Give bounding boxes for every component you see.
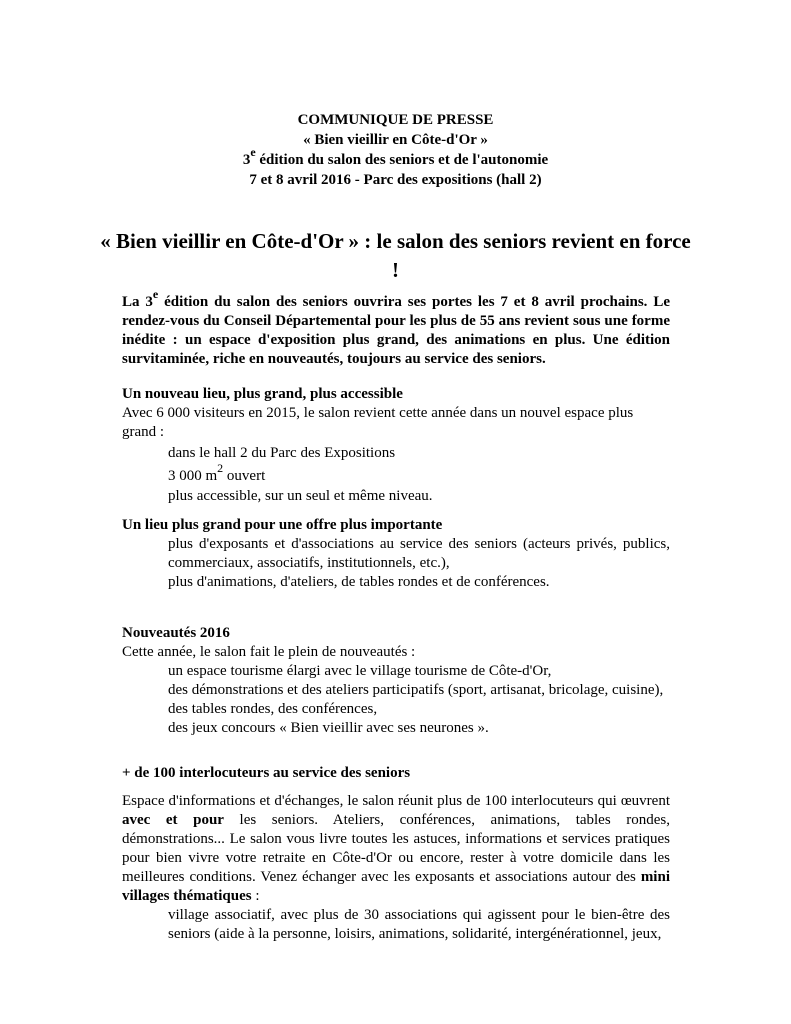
edition-number: 3 xyxy=(242,152,251,168)
section-list xyxy=(122,535,670,592)
edition-superscript: e xyxy=(250,145,256,159)
section-interlocutors xyxy=(122,764,670,944)
section-list xyxy=(122,444,670,506)
edition-line xyxy=(0,145,791,170)
area-value: 3 000 m xyxy=(168,468,218,484)
paragraph-text: : xyxy=(251,888,260,904)
area-superscript: 2 xyxy=(217,461,224,475)
event-name: « Bien vieillir en Côte-d'Or » xyxy=(303,132,488,148)
section-intro: Cette année, le salon fait le plein de nouveautés : xyxy=(122,644,416,660)
event-dates: 7 et 8 avril 2016 - Parc des expositions (hall 2) xyxy=(249,172,542,188)
section-list xyxy=(122,662,670,738)
paragraph-emphasis: mini villages thématiques xyxy=(122,869,670,904)
list-item: village associatif, avec plus de 30 associations qui agissent pour le bien-être des seniors (aide à la personne, loisirs, animations, solidarité, intergénérationnel, jeux, xyxy=(168,907,670,942)
edition-description: édition du salon des seniors et de l'autonomie xyxy=(255,152,549,168)
press-release-label: COMMUNIQUE DE PRESSE xyxy=(297,112,494,128)
section-new-venue xyxy=(122,385,670,506)
list-item: plus d'exposants et d'associations au service des seniors (acteurs privés, publics, commerciaux, associatifs, institutionnels, etc.), xyxy=(168,536,670,571)
list-item: un espace tourisme élargi avec le village tourisme de Côte-d'Or, xyxy=(168,663,552,679)
area-suffix: ouvert xyxy=(223,468,266,484)
section-title: Nouveautés 2016 xyxy=(122,625,230,641)
section-title: Un nouveau lieu, plus grand, plus accessible xyxy=(122,386,403,402)
press-release-header xyxy=(0,110,791,150)
list-item: des tables rondes, des conférences, xyxy=(168,701,378,717)
paragraph-text: Espace d'informations et d'échanges, le salon réunit plus de 100 interlocuteurs qui œuvrent xyxy=(122,793,670,809)
page-title: « Bien vieillir en Côte-d'Or » : le salon des seniors revient en force ! xyxy=(100,229,691,282)
list-item: des jeux concours « Bien vieillir avec ses neurones ». xyxy=(168,720,489,736)
section-paragraph xyxy=(122,792,670,906)
list-item: plus d'animations, d'ateliers, de tables rondes et de conférences. xyxy=(168,574,550,590)
section-title: + de 100 interlocuteurs au service des seniors xyxy=(122,765,411,781)
lead-paragraph xyxy=(122,287,670,369)
lead-prefix: La 3 xyxy=(122,294,153,310)
list-item: dans le hall 2 du Parc des Expositions xyxy=(168,445,396,461)
list-item xyxy=(168,461,670,486)
section-list xyxy=(122,906,670,944)
list-item: des démonstrations et des ateliers participatifs (sport, artisanat, bricolage, cuisine), xyxy=(168,682,664,698)
section-title: Un lieu plus grand pour une offre plus importante xyxy=(122,517,443,533)
section-novelties xyxy=(122,624,670,738)
lead-superscript: e xyxy=(152,287,159,301)
edition-header xyxy=(0,145,791,190)
lead-text: édition du salon des seniors ouvrira ses portes les 7 et 8 avril prochains. Le rendez-vous du Conseil Départemental pour les plus de 55 ans revient sous une forme inédite : un espace d'exposition plus grand, des animations en plus. Une édition survitaminée, riche en nouveautés, toujours au service des seniors. xyxy=(122,294,670,367)
paragraph-emphasis: avec et pour xyxy=(122,812,224,828)
list-item: plus accessible, sur un seul et même niveau. xyxy=(168,488,433,504)
paragraph-text: les seniors. Ateliers, conférences, animations, tables rondes, démonstrations... Le salon vous livre toutes les astuces, informations et services pratiques pour bien vivre votre retraite en Côte-d'Or ou encore, rester à votre domicile dans les meilleures conditions. Venez échanger avec les exposants et associations autour des xyxy=(122,812,670,885)
section-bigger-offer xyxy=(122,516,670,592)
section-intro: Avec 6 000 visiteurs en 2015, le salon revient cette année dans un nouvel espace plus grand : xyxy=(122,405,634,440)
